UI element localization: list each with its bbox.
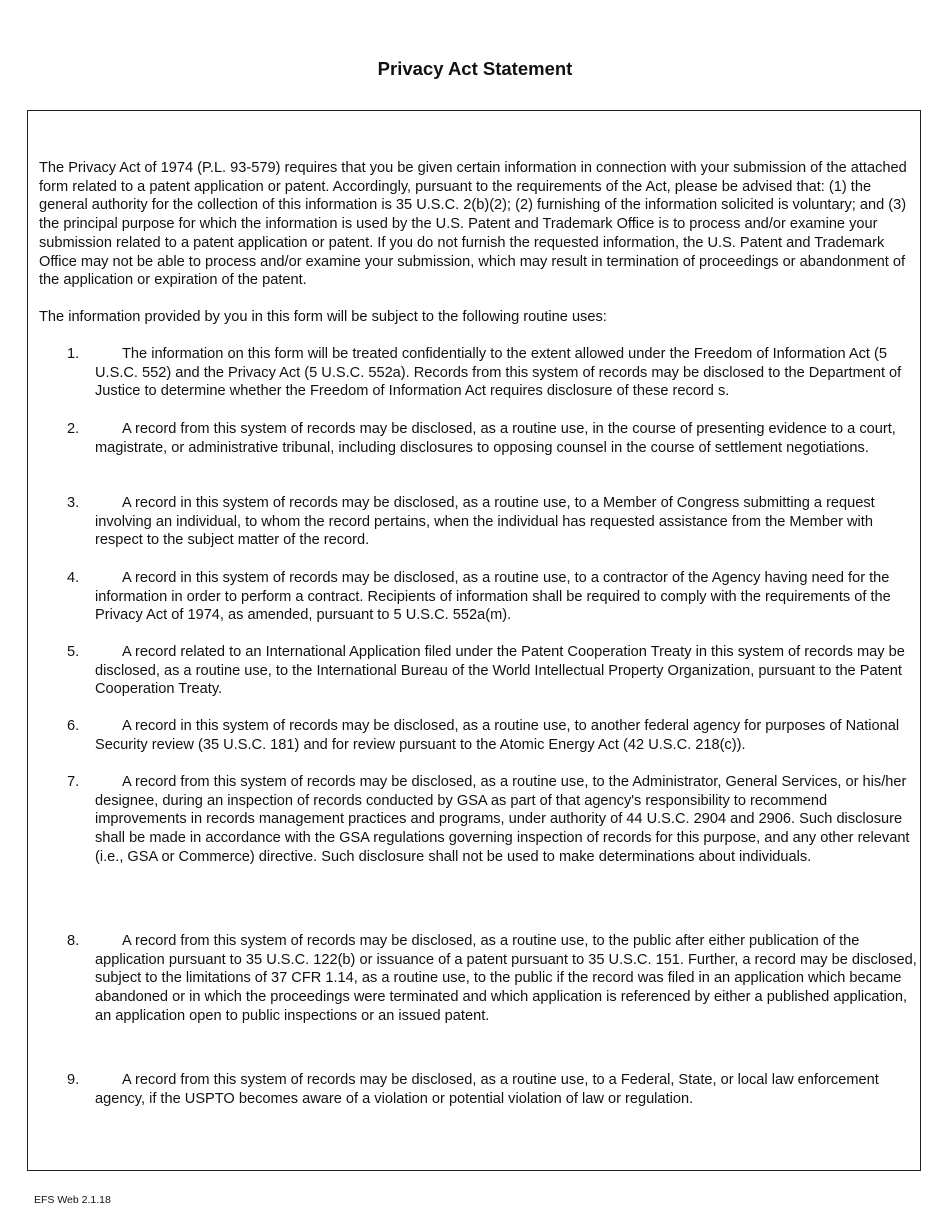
routine-use-text: The information on this form will be treated confidentially to the extent allowed under the Freedom of Information Act (5 U.S.C. 552) and the Privacy Act (5 U.S.C. 552a). Records from this system of records may be disclosed to the Department of Justice to determine whether the Freedom of Information Act requires disclosure of these record s. <box>95 346 902 400</box>
routine-use-number: 2. <box>67 421 80 437</box>
routine-use-number: 5. <box>67 644 80 660</box>
routine-use-text: A record from this system of records may be disclosed, as a routine use, to a Federal, State, or local law enforcement agency, if the USPTO becomes aware of a violation or potential violation of law or regulation. <box>95 1072 879 1107</box>
form-version-footer: EFS Web 2.1.18 <box>34 1194 111 1206</box>
routine-use-number: 8. <box>67 933 80 949</box>
routine-use-text: A record from this system of records may be disclosed, as a routine use, in the course of presenting evidence to a court, magistrate, or administrative tribunal, including disclosures to opposing counsel in the course of settlement negotiations. <box>95 421 896 456</box>
routine-use-text: A record from this system of records may be disclosed, as a routine use, to the Administrator, General Services, or his/her designee, during an inspection of records conducted by GSA as part of that agency's responsibility to recommend improvements in records management practices and programs, under authority of 44 U.S.C. 2904 and 2906. Such disclosure shall be made in accordance with the GSA regulations governing inspection of records for this purpose, and any other relevant (i.e., GSA or Commerce) directive. Such disclosure shall not be used to make determinations about individuals. <box>95 774 910 865</box>
routine-use-text: A record related to an International Application filed under the Patent Cooperation Treaty in this system of records may be disclosed, as a routine use, to the International Bureau of the World Intellectual Property Organization, pursuant to the Patent Cooperation Treaty. <box>95 644 905 698</box>
routine-use-text: A record from this system of records may be disclosed, as a routine use, to the public after either publication of the application pursuant to 35 U.S.C. 122(b) or issuance of a patent pursuant to 35 U.S.C. 151. Further, a record may be disclosed, subject to the limitations of 37 CFR 1.14, as a routine use, to the public if the record was filed in an application which became abandoned or in which the proceedings were terminated and which application is referenced by either a published application, an application open to public inspections or an issued patent. <box>95 933 917 1024</box>
page-title: Privacy Act Statement <box>377 58 573 79</box>
routine-use-text: A record in this system of records may be disclosed, as a routine use, to a Member of Congress submitting a request involving an individual, to whom the record pertains, when the individual has requested assistance from the Member with respect to the subject matter of the record. <box>95 495 875 549</box>
routine-use-number: 1. <box>67 346 80 362</box>
routine-use-number: 7. <box>67 774 80 790</box>
routine-use-number: 6. <box>67 718 80 734</box>
intro-paragraph: The Privacy Act of 1974 (P.L. 93-579) requires that you be given certain information in connection with your submission of the attached form related to a patent application or patent. Accordingly, pursuant to the requirements of the Act, please be advised that: (1) the general authority for the collection of this information is 35 U.S.C. 2(b)(2); (2) furnishing of the information solicited is voluntary; and (3) the principal purpose for which the information is used by the U.S. Patent and Trademark Office is to process and/or examine your submission related to a patent application or patent. If you do not furnish the requested information, the U.S. Patent and Trademark Office may not be able to process and/or examine your submission, which may result in termination of proceedings or abandonment of the application or expiration of the patent. <box>39 160 907 289</box>
routine-use-text: A record in this system of records may be disclosed, as a routine use, to a contractor of the Agency having need for the information in order to perform a contract. Recipients of information shall be required to comply with the requirements of the Privacy Act of 1974, as amended, pursuant to 5 U.S.C. 552a(m). <box>95 570 891 624</box>
routine-use-text: A record in this system of records may be disclosed, as a routine use, to another federal agency for purposes of National Security review (35 U.S.C. 181) and for review pursuant to the Atomic Energy Act (42 U.S.C. 218(c)). <box>95 718 900 753</box>
routine-use-number: 9. <box>67 1072 80 1088</box>
routine-use-number: 4. <box>67 570 80 586</box>
routine-uses-intro: The information provided by you in this form will be subject to the following routine uses: <box>39 309 607 325</box>
routine-use-number: 3. <box>67 495 80 511</box>
